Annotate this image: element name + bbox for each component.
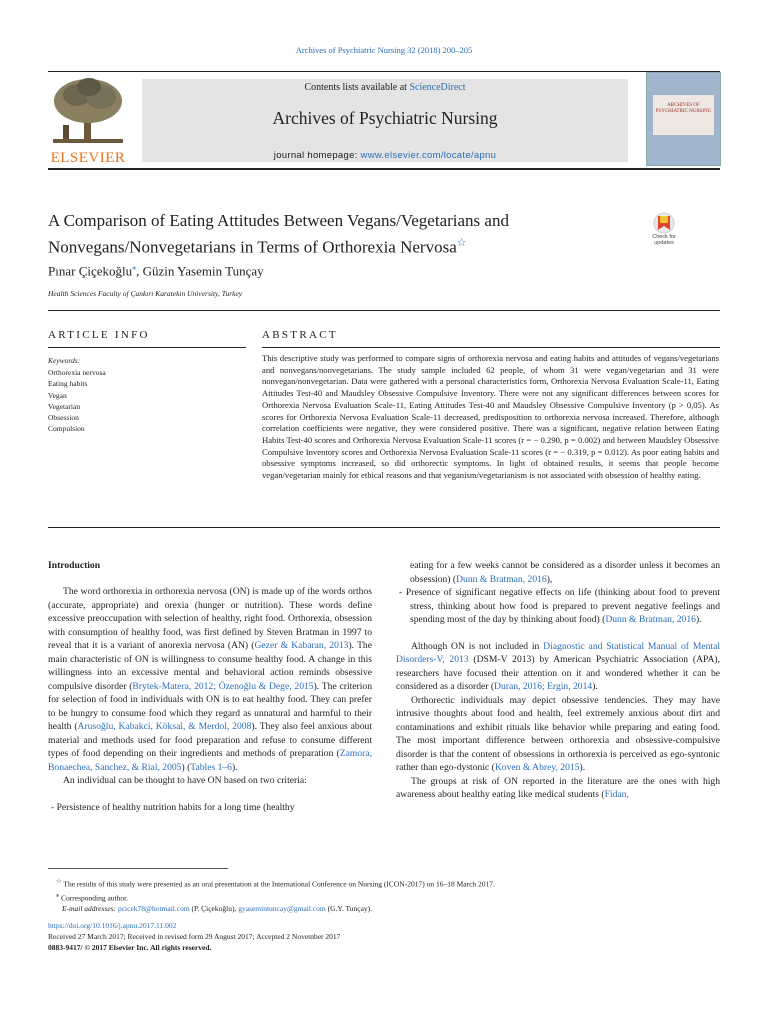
body-paragraph	[396, 694, 720, 775]
section-rule-top	[48, 310, 720, 311]
citation-link[interactable]: Koven & Abrey, 2015	[494, 762, 580, 773]
keywords-list	[48, 367, 106, 435]
keyword: Orthorexia nervosa	[48, 368, 106, 377]
cover-label-box	[653, 95, 714, 135]
email-owner: (P. Çiçekoğlu),	[189, 904, 239, 913]
text-run: eating for a few weeks cannot be considered as a disorder unless it becomes an obsession) (	[410, 560, 720, 585]
journal-citation[interactable]: Archives of Psychiatric Nursing 32 (2018) 200–205	[295, 45, 473, 55]
journal-banner	[142, 79, 628, 162]
journal-cover-thumbnail[interactable]	[646, 72, 721, 166]
abstract-rule	[262, 347, 720, 348]
criteria-bullet: - Persistence of healthy nutrition habits for a long time (healthy	[51, 801, 295, 813]
citation-link[interactable]: Dunn & Bratman, 2016	[456, 573, 547, 585]
text-run: The groups at risk of ON reported in the literature are the ones with high awareness about healthy eating like medical students (	[396, 775, 720, 800]
article-info-rule	[48, 347, 246, 348]
criteria-bullet-continued	[396, 559, 720, 586]
criteria-bullet	[396, 586, 720, 627]
tree-logo-icon	[49, 75, 127, 147]
email-link[interactable]: gyasemintuncay@gmail.com	[238, 904, 326, 913]
publication-info	[48, 920, 340, 953]
citation-link[interactable]: Zamora, Bonaechea, Sanchez, & Rial, 2005	[48, 748, 372, 773]
text-run: ).	[579, 762, 586, 773]
footnote-mark: ☆	[56, 878, 62, 885]
abstract-heading: ABSTRACT	[262, 329, 338, 341]
affiliation: Health Sciences Faculty of Çankırı Karatekin University, Turkey	[48, 289, 243, 298]
footnote-mark: ⁎	[56, 891, 60, 899]
homepage-link[interactable]: www.elsevier.com/locate/apnu	[360, 150, 497, 161]
citation-link[interactable]: Gezer & Kabaran, 2013	[254, 640, 349, 651]
citation-link[interactable]: Fidan,	[604, 789, 629, 800]
text-run: (DSM-V 2013) by American Psychiatric Association (APA), researchers have focused their attention on it and wondered whether it can be considered as a disorder (	[396, 654, 720, 692]
citation-link[interactable]: Duran, 2016; Ergin, 2014	[494, 681, 593, 692]
text-run: Although ON is not included in	[411, 640, 544, 652]
text-run: Orthorectic individuals may depict obsessive tendencies. They may have intrusive thoughts about food and health, feel extremely anxious about dirt and contaminations and exhibit rituals like behavior while preparing and eating food. The most important difference between orthorexia and obsessive-compulsive disorder is that the content of obsessions in orthorexia is perceived as ego-syntonic rather than ego-dystonic (	[396, 694, 720, 773]
citation-link[interactable]: Brytek-Matera, 2012; Özenoğlu & Dege, 2015	[132, 680, 314, 692]
text-run: ). The criterion for selection of food in individuals with ON is to eat healthy food. They can prefer to be hungry to consume food which they regard as unnatural and harmful to their health (	[48, 680, 372, 732]
journal-title: Archives of Psychiatric Nursing	[272, 108, 498, 128]
crossmark-icon	[646, 212, 682, 234]
cover-title: ARCHIVES OF PSYCHIATRIC NURSING	[655, 103, 712, 114]
author-separator: ,	[136, 263, 143, 279]
body-paragraph	[48, 585, 372, 774]
header-rule-top	[48, 71, 720, 72]
citation-link[interactable]: Dunn & Bratman, 2016	[605, 614, 696, 625]
section-rule-bottom	[48, 527, 720, 528]
abstract-text: This descriptive study was performed to compare signs of orthorexia nervosa and eating habits and attitudes of vegans/vegetarians and nonvegans/nonvegetarians. The study sample included 62 people, of whom 31 were vegan/vegetarian and 31 were nonvegan/nonvegetarian. Data were gathered with a personal characteristics form, Orthorexia Nervosa Evaluation Scale-11, Eating Attitudes Test-40 and Maudsley Obsessive Compulsive Inventory. There were not any significant differences between scores for Orthorexia Nervosa Evaluation Scale-11, Eating Attitudes Test-40 and Maudsley Obsessive Compulsive Inventory (p > 0,05). As scores for Orthorexia Nervosa Evaluation Scale-11 decreased, predisposition to orthorexia nervosa increased. Therefore, although correlation coefficients were negative, they were considered positive. There was a significant, negative relation between Eating Habits Test-40 scores and Orthorexia Nervosa Evaluation Scale-11 scores (r = − 0.290, p = 0.002) and between Maudsley Obsessive Compulsive Inventory scores and Orthorexia Nervosa Evaluation Scale-11 scores (r = − 0.319, p = 0.012). As poor eating habits and obsessive symptoms increased, so did orthorectic symptoms. In light of obtained results, it seems that people become vegan/vegetarian mainly for ethical reasons and that veganism/vegetarianism is not associated with obsession of healthy eating.	[262, 353, 719, 481]
email-link[interactable]: pcicek78@hotmail.com	[117, 904, 190, 913]
article-title	[48, 209, 608, 259]
copyright: 0883-9417/ © 2017 Elsevier Inc. All rights reserved.	[48, 943, 212, 952]
footnote-text: The results of this study were presented as an oral presentation at the International Conference on Nursing (ICON-2017) on 16–18 March 2017.	[63, 879, 495, 889]
body-column-left	[48, 585, 372, 814]
keyword: Vegan	[48, 390, 67, 400]
author-1: Pınar Çiçekoğlu	[48, 263, 133, 279]
homepage-line	[142, 150, 628, 161]
footnote-emails	[48, 903, 720, 914]
crossmark-text: Check for updates	[652, 234, 676, 247]
text-run: ). They also feel anxious about material and methods used for food preparation and refuse to consume different types of food depending on their ingredients and methods of preparation (	[48, 721, 372, 759]
email-label: E-mail addresses:	[62, 904, 118, 913]
text-run: The word orthorexia in orthorexia nervosa (ON) is made up of the words orthos (accurate, appropriate) and orexia (hunger or nutrition). These words define excessive preoccupation with selection of healthy, right food. Orthorexia, obsession with consumption of healthy food, was first defined by Steven Bratman in 1997 to reveal that it is a variant of anorexia nervosa (AN) (	[48, 586, 372, 651]
contents-line	[142, 82, 628, 93]
keywords-label: Keywords:	[48, 356, 81, 365]
footnote-corresponding	[48, 890, 720, 904]
keyword: Eating habits	[48, 379, 88, 389]
email-owner: (G.Y. Tunçay).	[325, 904, 373, 913]
received-dates: Received 27 March 2017; Received in revised form 29 August 2017; Accepted 2 November 2017	[48, 932, 341, 941]
introduction-heading: Introduction	[48, 560, 101, 571]
text-run: ).	[695, 614, 702, 625]
text-run: - Presence of significant negative effects on life (thinking about food to prevent stress, thinking about how food is prepared to prevent negative feelings and spending most of the day by thinking about food) (	[399, 587, 720, 625]
table-link[interactable]: Tables 1–6	[190, 761, 232, 773]
corresponding-author-mark[interactable]: ⁎	[132, 263, 137, 272]
keyword: Vegetarian	[48, 401, 81, 411]
publisher-name: ELSEVIER	[50, 150, 126, 166]
text-run: ) (	[181, 761, 191, 773]
sciencedirect-link[interactable]: ScienceDirect	[409, 82, 466, 93]
body-paragraph: An individual can be thought to have ON based on two criteria:	[63, 775, 307, 786]
keyword: Obsession	[48, 413, 79, 423]
body-column-right	[396, 559, 720, 802]
body-paragraph	[396, 640, 720, 694]
check-for-updates-badge[interactable]	[646, 212, 682, 250]
doi-link[interactable]: https://doi.org/10.1016/j.apnu.2017.11.002	[48, 921, 177, 930]
title-footnote-mark[interactable]: ☆	[456, 237, 467, 249]
footnotes	[48, 876, 720, 914]
footnote-text: Corresponding author.	[61, 893, 129, 902]
homepage-label: journal homepage:	[273, 150, 361, 161]
text-run: ).	[231, 761, 238, 773]
footnote-rule	[48, 868, 228, 869]
citation-link[interactable]: Diagnostic and Statistical Manual of Mental Disorders-V, 2013	[396, 640, 720, 665]
header-rule-bottom	[48, 168, 720, 170]
article-info-heading: ARTICLE INFO	[48, 329, 150, 341]
author-list	[48, 263, 264, 279]
keyword: Compulsion	[48, 424, 85, 434]
author-2: Güzin Yasemin Tunçay	[142, 263, 264, 279]
citation-link[interactable]: Arusoğlu, Kabakci, Köksal, & Merdol, 2008	[77, 721, 252, 732]
text-run: ),	[546, 573, 553, 585]
contents-prefix: Contents lists available at	[304, 82, 410, 93]
body-paragraph	[396, 775, 720, 802]
elsevier-logo[interactable]	[49, 75, 127, 167]
article-title-text: A Comparison of Eating Attitudes Between Vegans/Vegetarians and Nonvegans/Nonvegetarians in Terms of Orthorexia Nervosa	[48, 211, 509, 257]
text-run: ). The main characteristic of ON is willingness to consume healthy food. A change in this willingness into an excessive mental and behavioral action reminds obsessive compulsive disorder (	[48, 640, 372, 692]
text-run: ).	[592, 681, 598, 692]
footnote-presentation	[48, 876, 720, 890]
